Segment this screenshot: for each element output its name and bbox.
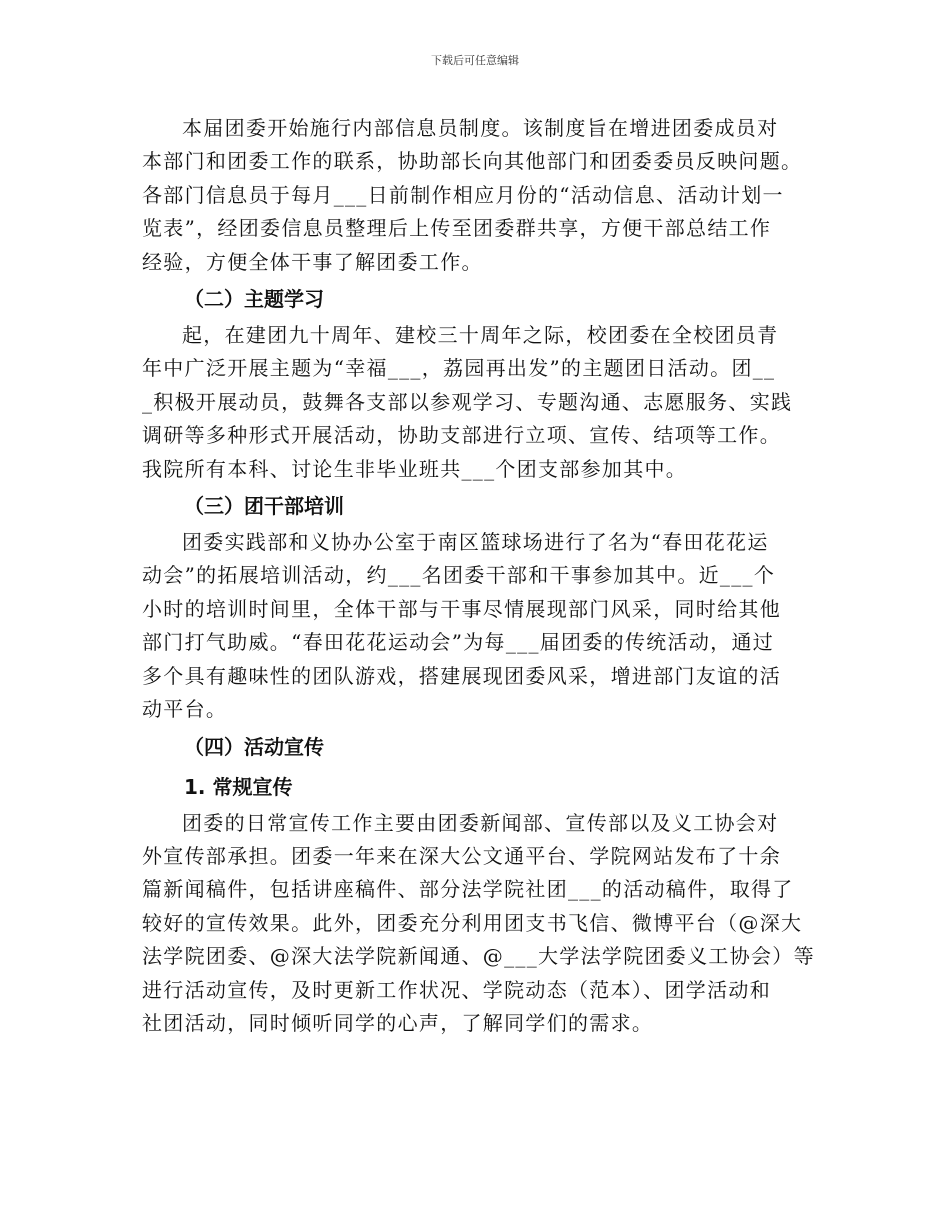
text-line: 较好的宣传效果。此外，团委充分利用团支书飞信、微博平台（@深大 <box>142 910 803 935</box>
paragraph-info-officer <box>142 112 814 279</box>
text-line: 年中广泛开展主题为“幸福___，荔园再出发”的主题团日活动。团__ <box>142 356 776 381</box>
text-line: 我院所有本科、讨论生非毕业班共___个团支部参加其中。 <box>142 456 688 481</box>
section-heading-publicity: （四）活动宣传 <box>184 734 324 759</box>
page-header: 下载后可任意编辑 <box>431 54 519 67</box>
text-line: 调研等多种形式开展活动，协助支部进行立项、宣传、结项等工作。 <box>142 423 781 448</box>
text-line: _积极开展动员，鼓舞各支部以参观学习、专题沟通、志愿服务、实践 <box>142 389 793 414</box>
subsection-heading-regular-publicity: 1. 常规宣传 <box>184 774 293 799</box>
text-line: 进行活动宣传，及时更新工作状况、学院动态（范本）、团学活动和 <box>142 977 771 1002</box>
document-body <box>142 112 814 1040</box>
paragraph-cadre-training <box>142 526 814 726</box>
text-line: 本部门和团委工作的联系，协助部长向其他部门和团委委员反映问题。 <box>142 149 803 174</box>
text-line: 小时的培训时间里，全体干部与干事尽情展现部门风采，同时给其他 <box>142 596 781 621</box>
text-line: 篇新闻稿件，包括讲座稿件、部分法学院社团___的活动稿件，取得了 <box>142 877 794 902</box>
text-line: 起，在建团九十周年、建校三十周年之际，校团委在全校团员青 <box>182 323 779 348</box>
text-line: 多个具有趣味性的团队游戏，搭建展现团委风采，增进部门友谊的活 <box>142 663 781 688</box>
text-line: 经验，方便全体干事了解团委工作。 <box>142 249 483 274</box>
text-line: 团委实践部和义协办公室于南区篮球场进行了名为“春田花花运 <box>182 530 769 555</box>
section-heading-cadre-training: （三）团干部培训 <box>184 494 344 519</box>
text-line: 动会”的拓展培训活动，约___名团委干部和干事参加其中。近___个 <box>142 563 776 588</box>
text-line: 动平台。 <box>142 697 228 722</box>
text-line: 各部门信息员于每月___日前制作相应月份的“活动信息、活动计划一 <box>142 182 784 207</box>
text-line: 部门打气助威。“春田花花运动会”为每___届团委的传统活动，通过 <box>142 630 775 655</box>
paragraph-regular-publicity <box>142 807 814 1041</box>
paragraph-theme-study <box>142 319 814 486</box>
text-line: 团委的日常宣传工作主要由团委新闻部、宣传部以及义工协会对 <box>182 810 779 835</box>
text-line: 览表”，经团委信息员整理后上传至团委群共享，方便干部总结工作 <box>142 216 772 241</box>
section-heading-theme-study: （二）主题学习 <box>184 287 324 312</box>
text-line: 外宣传部承担。团委一年来在深大公文通平台、学院网站发布了十余 <box>142 843 781 868</box>
text-line: 社团活动，同时倾听同学的心声，了解同学们的需求。 <box>142 1010 654 1035</box>
text-line: 法学院团委、@深大法学院新闻通、@___大学法学院团委义工协会）等 <box>142 944 815 969</box>
text-line: 本届团委开始施行内部信息员制度。该制度旨在增进团委成员对 <box>182 116 779 140</box>
